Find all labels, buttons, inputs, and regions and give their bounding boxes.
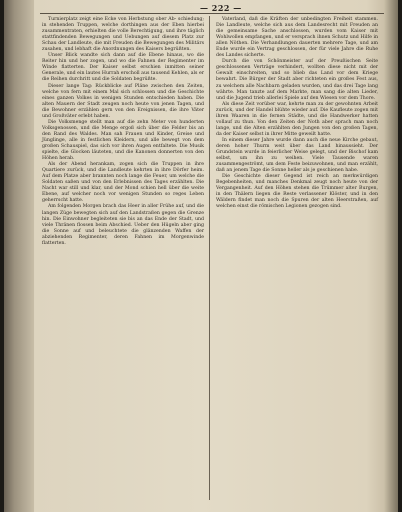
paragraph: Als diese Zeit vorüber war, kehrte man zu der gewohnten Arbeit zurück, und der Handel blühte wieder auf. Die Kaufleute zogen mit ihren Waaren in die fernen Städte, und die Handwerker hatten vollauf zu thun. Von den Zeiten der Noth aber sprach man noch lange, und die Alten erzählten den Jungen von den großen Tagen, da der Kaiser selbst in ihrer Mitte geweilt hatte.	[216, 101, 378, 137]
paragraph: Am folgenden Morgen brach das Heer in aller Frühe auf, und die langen Züge bewegten sich auf den Landstraßen gegen die Grenze hin. Die Einwohner begleiteten sie bis an das Ende der Stadt, und viele Thränen flossen beim Abschied. Ueber den Hügeln aber ging die Sonne auf und beleuchtete die glänzenden Waffen der abziehenden Regimenter, deren Fahnen im Morgenwinde flatterten.	[42, 204, 204, 246]
paragraph: Dieser lange Tag: Rückblicke auf Pläne zwischen den Zeiten, welche von fern mit einem Mal sich schlossen und die Geschichte eines ganzen Volkes in wenigen Stunden entschieden haben. Die alten Mauern der Stadt zeugen noch heute von jenen Tagen, und die Bewohner erzählen gern von den Ereignissen, die ihre Väter und Großväter erlebt haben.	[42, 83, 204, 119]
left-text-column	[42, 17, 204, 247]
paragraph: Vaterland, daß die Kräften der unbedingten Freiheit stammen. Die Landleute, welche sich aus dem Landesrecht mit Freuden an die gemeinsame Sache anschlossen, wurden vom Kaiser mit Wohlwollen empfangen, und er versprach ihnen Schutz und Hilfe in allen Nöthen. Die Verhandlungen dauerten mehrere Tage, und am Ende wurde ein Vertrag geschlossen, der für viele Jahre die Ruhe des Landes sicherte.	[216, 17, 378, 59]
header-rule	[40, 13, 384, 14]
column-divider	[209, 16, 210, 500]
book-page	[4, 0, 398, 512]
paragraph: Turnierplatz zeigt eine Ecke von Herbstung ober Ab- schiedung; in stehenden Truppen, welche dorthingen aus der Eben hierbei zusammentraten, erhielten die volle Berechtigung, und ihre täglich stattfindenden Bewegungen und Uebungen auf diesem Platz zur Schau der Landleute, die mit Freuden die Bewegungen des Militärs zusahen, und lebhaft die Anordnungen des Kaisers begrüßten.	[42, 17, 204, 53]
page-edge-shadow	[384, 0, 398, 512]
book-spine-shadow	[4, 0, 34, 512]
right-text-column	[216, 17, 378, 211]
page-number: — 222 —	[200, 3, 242, 13]
paragraph: Durch die von Schönmeister auf der Preußischen Seite geschlossenen Verträge verhindert, wollten diese nicht mit der Gewalt einschreiten, und so blieb das Land vor dem Kriege bewahrt. Die Bürger der Stadt aber richteten ein großes Fest aus, zu welchem alle Nachbarn geladen wurden, und das drei Tage lang währte. Man tanzte auf dem Markte, man sang die alten Lieder, und die Jugend trieb allerlei Spiele auf den Wiesen vor dem Thore.	[216, 59, 378, 101]
paragraph: In einem dieser Jahre wurde dann auch die neue Kirche gebaut, deren hoher Thurm weit über das Land hinaussieht. Der Grundstein wurde in feierlicher Weise gelegt, und der Bischof kam selbst, um ihn zu weihen. Viele Tausende waren zusammengeströmt, um dem Feste beizuwohnen, und man erzählt, daß an jenem Tage die Sonne heller als je geschienen habe.	[216, 137, 378, 174]
paragraph: Die Geschichte dieser Gegend ist reich an merkwürdigen Begebenheiten, und manches Denkmal zeugt noch heute von der Vergangenheit. Auf den Höhen stehen die Trümmer alter Burgen, in den Thälern liegen die Reste verlassener Klöster, und in den Wäldern findet man noch die Spuren der alten Heerstraßen, auf welchen einst die römischen Legionen gezogen sind.	[216, 174, 378, 210]
paragraph: Die Volksmenge stellt man auf die zehn Meter von hunderten Volksgenossen, und die Menge ergoß sich über die Felder bis an den Rand des Waldes. Man sah Frauen und Kinder, Greise und Jünglinge, alle in festlichen Kleidern, und alle bewegt von dem großen Schauspiel, das sich vor ihren Augen entfaltete. Die Musik spielte, die Glocken läuteten, und die Kanonen donnerten von den Höhen herab.	[42, 119, 204, 162]
paragraph: Unser Blick wandte sich dann auf die Ebene hinaus, wo die Reiter hin und her zogen, und wo die Fahnen der Regimenter im Winde flatterten. Der Kaiser selbst erschien inmitten seiner Generale, und ein lautes Hurrah erscholl aus tausend Kehlen, als er die Reihen durchritt und die Soldaten begrüßte.	[42, 53, 204, 83]
paragraph: Als der Abend herankam, zogen sich die Truppen in ihre Quartiere zurück, und die Landleute kehrten in ihre Dörfer heim. Auf dem Platze aber brannten noch lange die Feuer, um welche die Soldaten saßen und von den Erlebnissen des Tages erzählten. Die Nacht war still und klar, und der Mond schien hell über die weite Ebene, auf welcher noch vor wenigen Stunden so reges Leben geherrscht hatte.	[42, 162, 204, 204]
